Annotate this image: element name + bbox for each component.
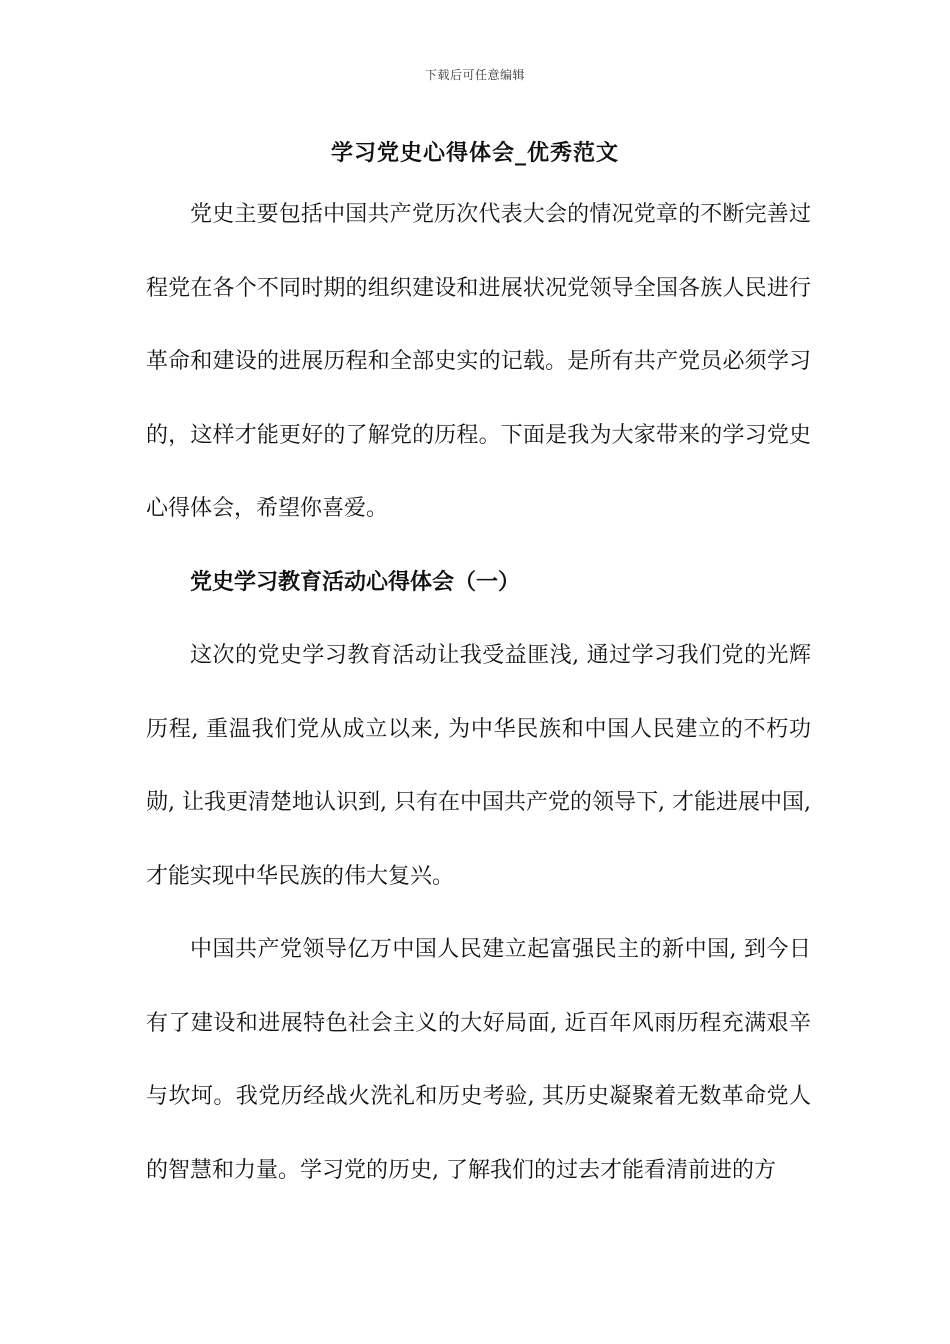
document-title: 学习党史心得体会_优秀范文 xyxy=(330,140,619,166)
body-paragraph: 中国共产党领导亿万中国人民建立起富强民主的新中国, 到今日有了建设和进展特色社会主义的大好局面, 近百年风雨历程充满艰辛与坎坷。我党历经战火洗礼和历史考验, 其历史凝聚着无数革命党人的智慧和力量。学习党的历史, 了解我们的过去才能看清前进的方 xyxy=(146,937,811,1183)
intro-paragraph: 党史主要包括中国共产党历次代表大会的情况党章的不断完善过程党在各个不同时期的组织建设和进展状况党领导全国各族人民进行革命和建设的进展历程和全部史实的记载。是所有共产党员必须学习的，这样才能更好的了解党的历程。下面是我为大家带来的学习党史心得体会，希望你喜爱。 xyxy=(146,202,811,521)
body-paragraph: 这次的党史学习教育活动让我受益匪浅, 通过学习我们党的光辉历程, 重温我们党从成立以来, 为中华民族和中国人民建立的不朽功勋, 让我更清楚地认识到, 只有在中国共产党的领导下, 才能进展中国, 才能实现中华民族的伟大复兴。 xyxy=(146,643,811,889)
section-heading: 党史学习教育活动心得体会（一） xyxy=(190,568,521,595)
document-body xyxy=(146,178,811,1207)
header-note: 下载后可任意编辑 xyxy=(424,68,525,82)
